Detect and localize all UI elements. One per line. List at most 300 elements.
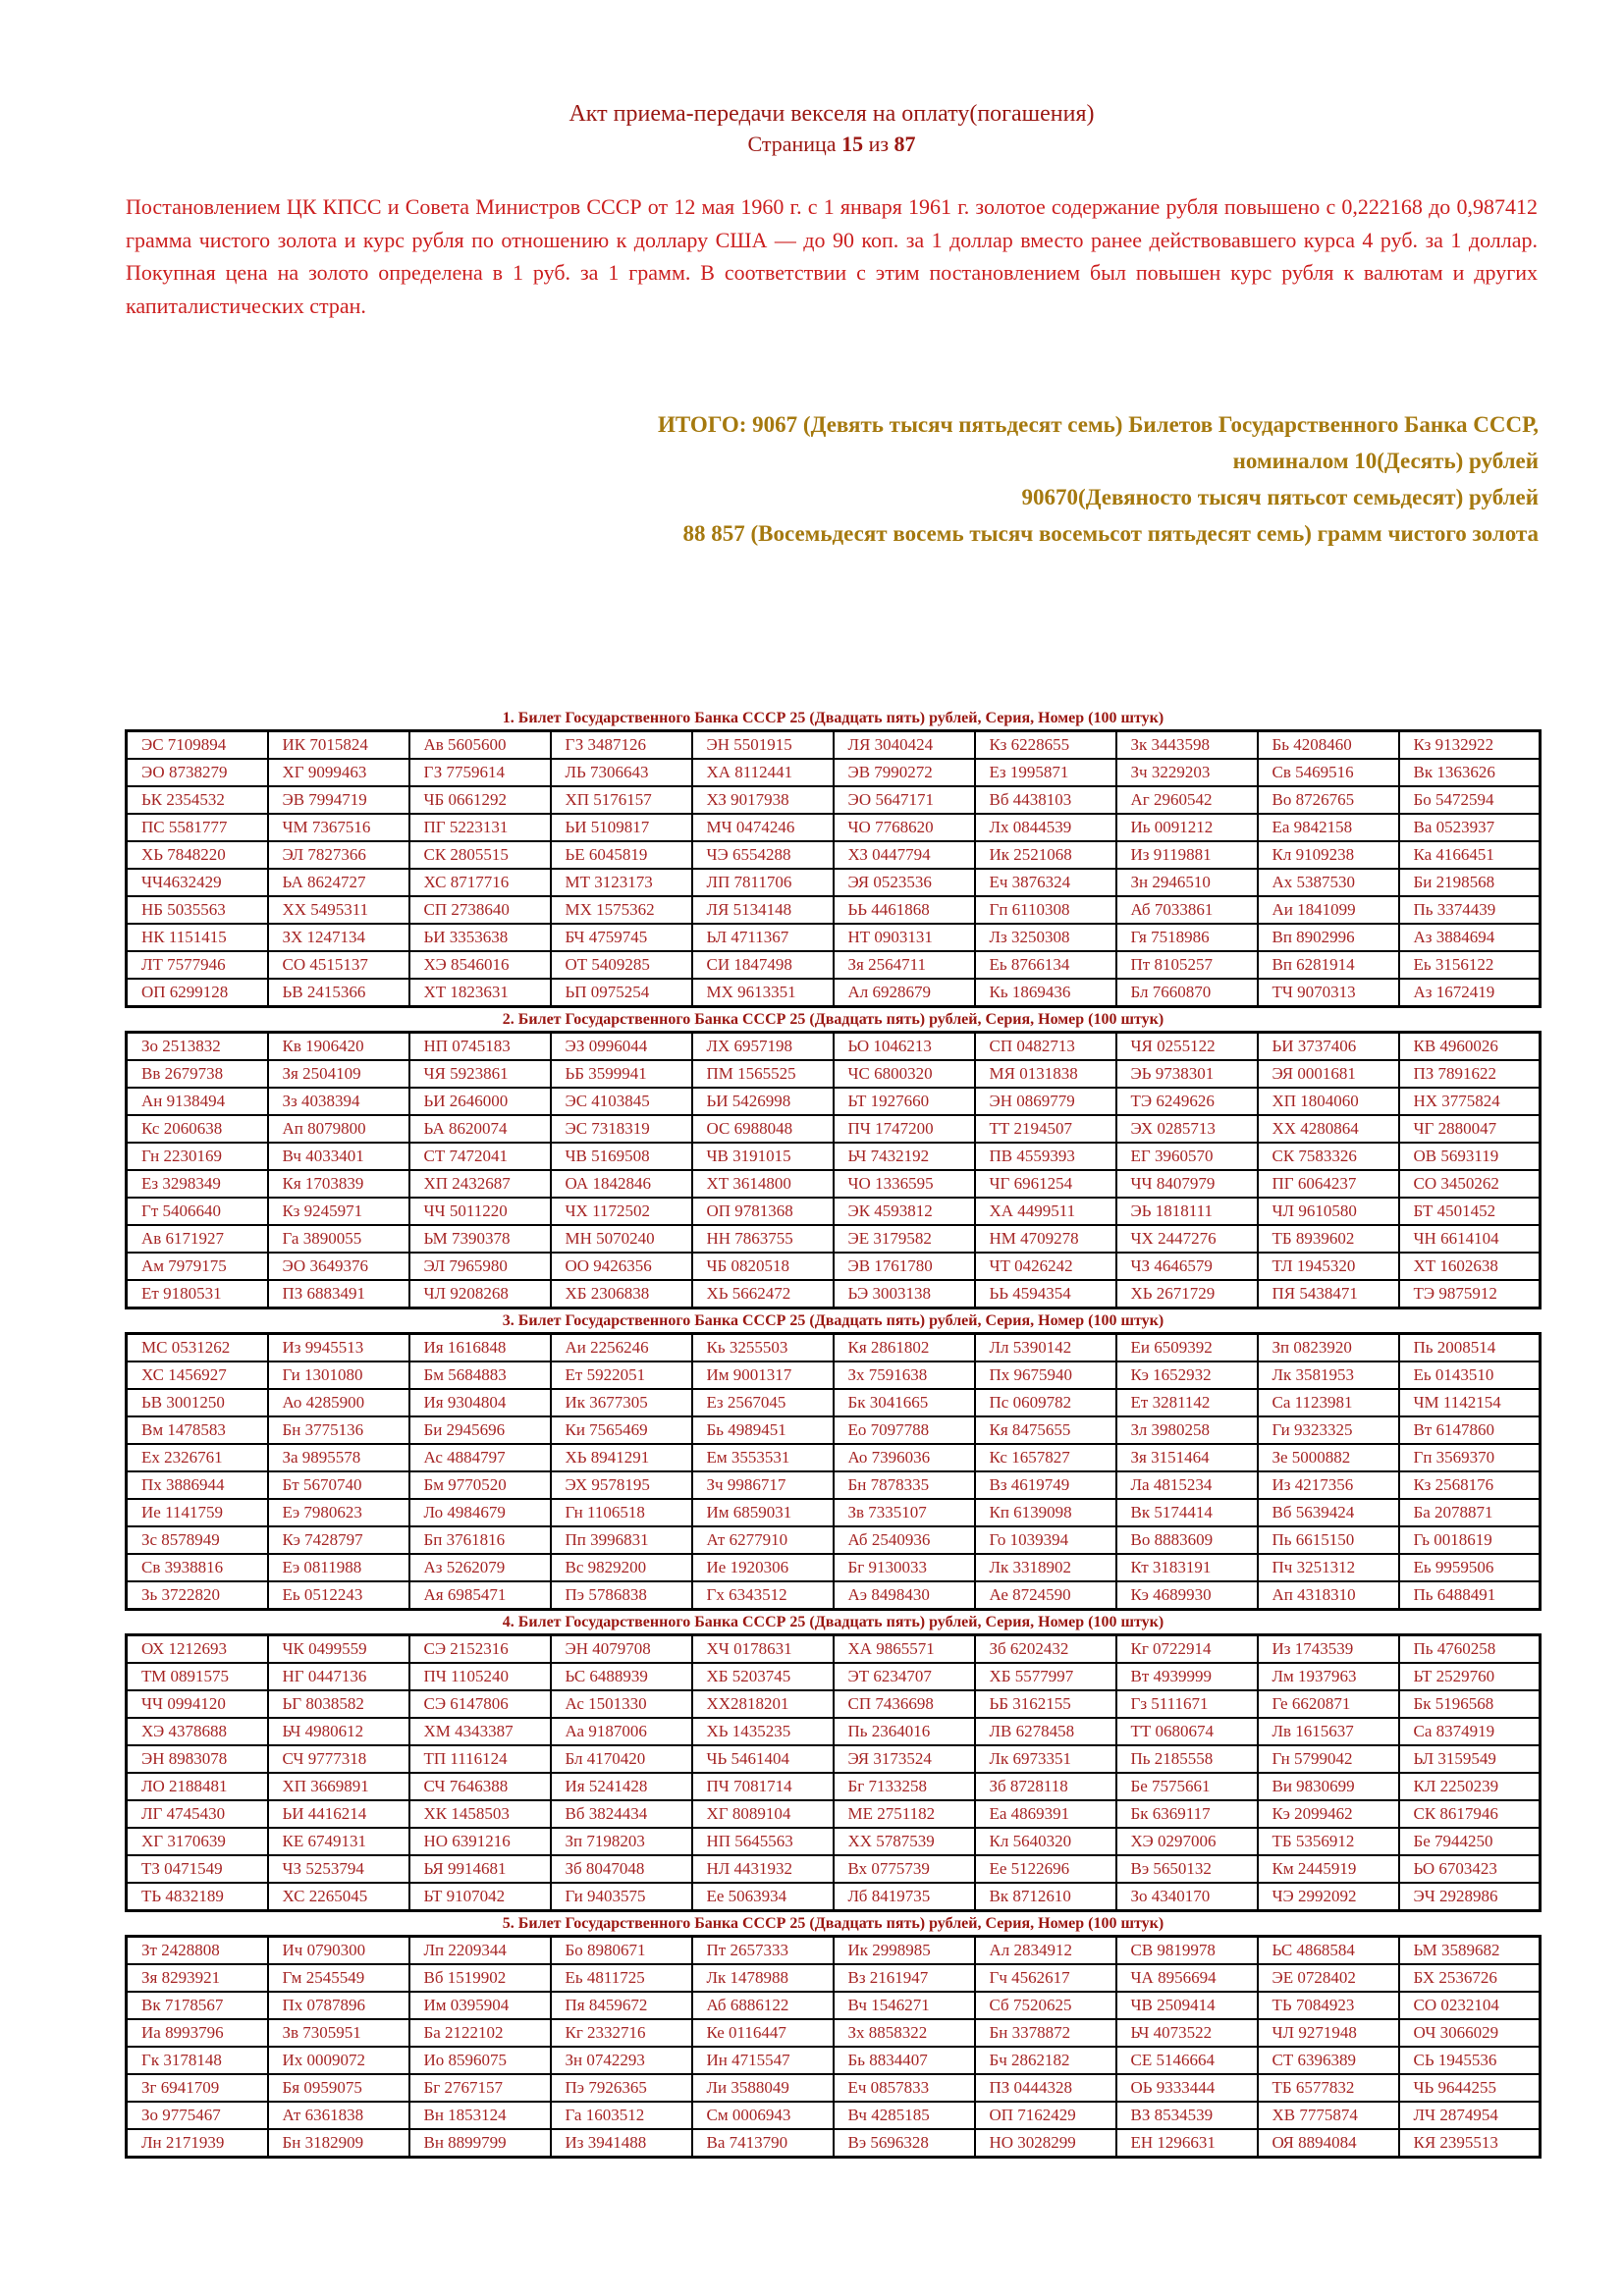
banknote-table-block xyxy=(125,1915,1542,2159)
table-cell: Лз 3250308 xyxy=(975,924,1116,951)
table-cell: Ла 4815234 xyxy=(1116,1471,1258,1499)
page-word: Страница xyxy=(747,132,837,156)
table-cell: ЧВ 2509414 xyxy=(1116,1992,1258,2019)
table-cell: Гн 1106518 xyxy=(551,1499,692,1526)
table-cell: Ас 4884797 xyxy=(409,1444,551,1471)
table-cell: Во 8883609 xyxy=(1116,1526,1258,1554)
table-cell: СП 2738640 xyxy=(409,896,551,924)
table-cell: Ат 6361838 xyxy=(268,2102,409,2129)
table-cell: ЭВ 7994719 xyxy=(268,786,409,814)
table-cell: Пь 2185558 xyxy=(1116,1745,1258,1773)
table-cell: Кл 5640320 xyxy=(975,1828,1116,1855)
table-cell: МЯ 0131838 xyxy=(975,1060,1116,1088)
table-cell: ОХ 1212693 xyxy=(127,1635,268,1664)
table-cell: НН 7863755 xyxy=(692,1225,834,1253)
table-cell: ХГ 8089104 xyxy=(692,1800,834,1828)
table-cell: Лв 1615637 xyxy=(1258,1718,1399,1745)
table-cell: Им 6859031 xyxy=(692,1499,834,1526)
table-cell: СТ 7472041 xyxy=(409,1143,551,1170)
table-cell: ЧМ 1142154 xyxy=(1399,1389,1541,1416)
table-cell: Вч 1546271 xyxy=(834,1992,975,2019)
table-cell: Ео 7097788 xyxy=(834,1416,975,1444)
table-cell: ХХ2818201 xyxy=(692,1690,834,1718)
table-row xyxy=(127,2129,1541,2158)
table-cell: Вн 8899799 xyxy=(409,2129,551,2158)
table-cell: ЭН 5501915 xyxy=(692,731,834,760)
table-cell: ПЯ 5438471 xyxy=(1258,1280,1399,1308)
table-cell: ОТ 5409285 xyxy=(551,951,692,979)
table-cell: Пь 2008514 xyxy=(1399,1334,1541,1362)
table-cell: Бк 6369117 xyxy=(1116,1800,1258,1828)
table-cell: Ап 4318310 xyxy=(1258,1581,1399,1610)
table-cell: Пэ 5786838 xyxy=(551,1581,692,1610)
table-row xyxy=(127,1828,1541,1855)
table-cell: ЭЗ 0996044 xyxy=(551,1033,692,1061)
table-cell: НМ 4709278 xyxy=(975,1225,1116,1253)
table-cell: Гт 5406640 xyxy=(127,1198,268,1225)
table-cell: ЧМ 7367516 xyxy=(268,814,409,841)
table-cell: БХ 2536726 xyxy=(1399,1964,1541,1992)
table-cell: Зн 0742293 xyxy=(551,2047,692,2074)
table-cell: ПЧ 1747200 xyxy=(834,1115,975,1143)
table-cell: ОП 9781368 xyxy=(692,1198,834,1225)
table-row xyxy=(127,1334,1541,1362)
table-cell: ХА 4499511 xyxy=(975,1198,1116,1225)
table-cell: Ик 2998985 xyxy=(834,1937,975,1965)
table-cell: ЭЕ 0728402 xyxy=(1258,1964,1399,1992)
table-cell: ТЬ 4832189 xyxy=(127,1883,268,1911)
table-cell: Ас 1501330 xyxy=(551,1690,692,1718)
table-cell: ЧЛ 9610580 xyxy=(1258,1198,1399,1225)
table-cell: Зн 2946510 xyxy=(1116,869,1258,896)
banknote-table xyxy=(125,729,1542,1008)
table-cell: Еч 0857833 xyxy=(834,2074,975,2102)
table-cell: Бм 9770520 xyxy=(409,1471,551,1499)
table-cell: ЬМ 7390378 xyxy=(409,1225,551,1253)
table-row xyxy=(127,1635,1541,1664)
table-row xyxy=(127,1745,1541,1773)
totals-line-2: номиналом 10(Десять) рублей xyxy=(1232,449,1539,473)
table-cell: ЭС 7318319 xyxy=(551,1115,692,1143)
table-cell: ЛГ 4745430 xyxy=(127,1800,268,1828)
table-row xyxy=(127,1499,1541,1526)
table-cell: ЛЧ 2874954 xyxy=(1399,2102,1541,2129)
table-cell: Кь 1869436 xyxy=(975,979,1116,1007)
table-cell: ЬЯ 9914681 xyxy=(409,1855,551,1883)
page-indicator xyxy=(125,130,1539,159)
table-row xyxy=(127,979,1541,1007)
table-cell: Ан 9138494 xyxy=(127,1088,268,1115)
table-cell: Бо 8980671 xyxy=(551,1937,692,1965)
table-cell: НО 3028299 xyxy=(975,2129,1116,2158)
table-row xyxy=(127,1362,1541,1389)
table-cell: Еа 9842158 xyxy=(1258,814,1399,841)
table-cell: ЬА 8620074 xyxy=(409,1115,551,1143)
table-cell: Еь 0143510 xyxy=(1399,1362,1541,1389)
table-cell: Зх 7591638 xyxy=(834,1362,975,1389)
table-cell: Зя 8293921 xyxy=(127,1964,268,1992)
table-cell: ОЯ 8894084 xyxy=(1258,2129,1399,2158)
table-cell: ЧБ 0820518 xyxy=(692,1253,834,1280)
table-cell: ЬЬ 4461868 xyxy=(834,896,975,924)
table-cell: ЧН 6614104 xyxy=(1399,1225,1541,1253)
of-word: из xyxy=(868,132,890,156)
table-cell: ЬИ 2646000 xyxy=(409,1088,551,1115)
table-cell: Вз 2161947 xyxy=(834,1964,975,1992)
table-cell: ЗХ 1247134 xyxy=(268,924,409,951)
table-cell: ХЬ 8941291 xyxy=(551,1444,692,1471)
page-title: Акт приема-передачи векселя на оплату(погашения) xyxy=(568,101,1095,127)
table-cell: Еэ 0811988 xyxy=(268,1554,409,1581)
table-cell: ЧЧ 5011220 xyxy=(409,1198,551,1225)
table-cell: ОА 1842846 xyxy=(551,1170,692,1198)
table-cell: ГЗ 3487126 xyxy=(551,731,692,760)
table-cell: Вп 6281914 xyxy=(1258,951,1399,979)
table-cell: ЧЧ 0994120 xyxy=(127,1690,268,1718)
table-cell: Ав 6171927 xyxy=(127,1225,268,1253)
table-row xyxy=(127,1389,1541,1416)
table-cell: Кс 1657827 xyxy=(975,1444,1116,1471)
table-row xyxy=(127,1690,1541,1718)
table-cell: Пь 2364016 xyxy=(834,1718,975,1745)
table-row xyxy=(127,2102,1541,2129)
table-cell: Кэ 4689930 xyxy=(1116,1581,1258,1610)
table-cell: Еь 4811725 xyxy=(551,1964,692,1992)
table-cell: Ли 3588049 xyxy=(692,2074,834,2102)
table-cell: Им 9001317 xyxy=(692,1362,834,1389)
table-cell: КЛ 2250239 xyxy=(1399,1773,1541,1800)
table-cell: ЧЭ 6554288 xyxy=(692,841,834,869)
table-row xyxy=(127,1416,1541,1444)
table-cell: За 9895578 xyxy=(268,1444,409,1471)
table-row xyxy=(127,1033,1541,1061)
table-cell: Бо 5472594 xyxy=(1399,786,1541,814)
totals-line-4: 88 857 (Восемьдесят восемь тысяч восемьсот пятьдесят семь) грамм чистого золота xyxy=(682,521,1539,546)
table-cell: ПЗ 0444328 xyxy=(975,2074,1116,2102)
table-cell: Кз 6228655 xyxy=(975,731,1116,760)
table-cell: ЭХ 9578195 xyxy=(551,1471,692,1499)
table-cell: Их 0009072 xyxy=(268,2047,409,2074)
table-cell: ЭЛ 7965980 xyxy=(409,1253,551,1280)
table-cell: Зт 2428808 xyxy=(127,1937,268,1965)
table-cell: Во 8726765 xyxy=(1258,786,1399,814)
table-cell: Ее 5122696 xyxy=(975,1855,1116,1883)
table-cell: Аэ 8498430 xyxy=(834,1581,975,1610)
table-cell: Ие 1920306 xyxy=(692,1554,834,1581)
table-cell: ХЗ 0447794 xyxy=(834,841,975,869)
table-cell: НП 5645563 xyxy=(692,1828,834,1855)
table-cell: ЬИ 3737406 xyxy=(1258,1033,1399,1061)
table-cell: Кь 3255503 xyxy=(692,1334,834,1362)
table-cell: Ви 9830699 xyxy=(1258,1773,1399,1800)
table-cell: НБ 5035563 xyxy=(127,896,268,924)
table-cell: Гч 4562617 xyxy=(975,1964,1116,1992)
table-cell: ЭХ 0285713 xyxy=(1116,1115,1258,1143)
table-cell: Ая 6985471 xyxy=(409,1581,551,1610)
table-cell: Бе 7944250 xyxy=(1399,1828,1541,1855)
table-cell: Зя 3151464 xyxy=(1116,1444,1258,1471)
table-cell: Са 8374919 xyxy=(1399,1718,1541,1745)
table-cell: Кэ 2099462 xyxy=(1258,1800,1399,1828)
table-cell: СЧ 7646388 xyxy=(409,1773,551,1800)
table-cell: Ез 1995871 xyxy=(975,759,1116,786)
table-cell: ЬИ 5109817 xyxy=(551,814,692,841)
table-cell: ЬО 6703423 xyxy=(1399,1855,1541,1883)
table-cell: Св 3938816 xyxy=(127,1554,268,1581)
table-cell: ЬБ 3162155 xyxy=(975,1690,1116,1718)
table-cell: ЧХ 2447276 xyxy=(1116,1225,1258,1253)
table-cell: ТЧ 9070313 xyxy=(1258,979,1399,1007)
table-cell: ЬС 6488939 xyxy=(551,1663,692,1690)
table-cell: ЧГ 6961254 xyxy=(975,1170,1116,1198)
table-cell: Вт 4939999 xyxy=(1116,1663,1258,1690)
table-cell: Вб 1519902 xyxy=(409,1964,551,1992)
table-cell: ЬС 4868584 xyxy=(1258,1937,1399,1965)
table-row xyxy=(127,1060,1541,1088)
table-cell: ЬЛ 4711367 xyxy=(692,924,834,951)
table-cell: Гн 2230169 xyxy=(127,1143,268,1170)
table-cell: Из 3941488 xyxy=(551,2129,692,2158)
table-cell: ЧС 6800320 xyxy=(834,1060,975,1088)
table-cell: НЛ 4431932 xyxy=(692,1855,834,1883)
table-cell: ЭО 8738279 xyxy=(127,759,268,786)
table-cell: Гм 2545549 xyxy=(268,1964,409,1992)
table-cell: Гн 5799042 xyxy=(1258,1745,1399,1773)
table-cell: НП 0745183 xyxy=(409,1033,551,1061)
table-cell: ЧБ 0661292 xyxy=(409,786,551,814)
table-cell: Км 2445919 xyxy=(1258,1855,1399,1883)
table-row xyxy=(127,1280,1541,1308)
table-row xyxy=(127,1115,1541,1143)
table-cell: Бь 8834407 xyxy=(834,2047,975,2074)
table-cell: КВ 4960026 xyxy=(1399,1033,1541,1061)
table-row xyxy=(127,924,1541,951)
table-cell: Вк 1363626 xyxy=(1399,759,1541,786)
table-cell: Гп 6110308 xyxy=(975,896,1116,924)
table-cell: Ба 2078871 xyxy=(1399,1499,1541,1526)
table-cell: Лн 2171939 xyxy=(127,2129,268,2158)
table-cell: Бн 3775136 xyxy=(268,1416,409,1444)
table-row xyxy=(127,1718,1541,1745)
table-cell: СВ 9819978 xyxy=(1116,1937,1258,1965)
table-cell: Кв 1906420 xyxy=(268,1033,409,1061)
table-cell: ХХ 5787539 xyxy=(834,1828,975,1855)
table-cell: Бм 5684883 xyxy=(409,1362,551,1389)
totals-line-3: 90670(Девяносто тысяч пятьсот семьдесят) рублей xyxy=(1021,485,1539,509)
table-cell: Вм 1478583 xyxy=(127,1416,268,1444)
table-cell: Из 9945513 xyxy=(268,1334,409,1362)
table-cell: ПЧ 1105240 xyxy=(409,1663,551,1690)
table-cell: ТЛ 1945320 xyxy=(1258,1253,1399,1280)
table-cell: ЧЧ4632429 xyxy=(127,869,268,896)
table-cell: ЧА 8956694 xyxy=(1116,1964,1258,1992)
table-row xyxy=(127,1253,1541,1280)
table-cell: ВЗ 8534539 xyxy=(1116,2102,1258,2129)
table-cell: Кэ 1652932 xyxy=(1116,1362,1258,1389)
table-row xyxy=(127,2047,1541,2074)
table-cell: Лк 3318902 xyxy=(975,1554,1116,1581)
page-total: 87 xyxy=(893,132,916,156)
table-cell: ТБ 6577832 xyxy=(1258,2074,1399,2102)
table-row xyxy=(127,2019,1541,2047)
table-cell: Ах 5387530 xyxy=(1258,869,1399,896)
table-cell: ХБ 5577997 xyxy=(975,1663,1116,1690)
table-cell: ЧХ 1172502 xyxy=(551,1198,692,1225)
table-cell: ЛВ 6278458 xyxy=(975,1718,1116,1745)
table-cell: Ба 2122102 xyxy=(409,2019,551,2047)
table-row xyxy=(127,951,1541,979)
tables-section xyxy=(125,707,1542,2159)
table-cell: Ич 0790300 xyxy=(268,1937,409,1965)
table-cell: Ал 6928679 xyxy=(834,979,975,1007)
table-cell: Кп 6139098 xyxy=(975,1499,1116,1526)
table-cell: БЧ 4759745 xyxy=(551,924,692,951)
table-cell: ЧГ 2880047 xyxy=(1399,1115,1541,1143)
table-cell: ТБ 8939602 xyxy=(1258,1225,1399,1253)
table-cell: СЭ 6147806 xyxy=(409,1690,551,1718)
table-cell: СК 2805515 xyxy=(409,841,551,869)
table-cell: Зя 2564711 xyxy=(834,951,975,979)
document-header xyxy=(125,99,1539,159)
table-cell: Еь 9959506 xyxy=(1399,1554,1541,1581)
table-cell: ЬЛ 3159549 xyxy=(1399,1745,1541,1773)
table-cell: СЕ 5146664 xyxy=(1116,2047,1258,2074)
banknote-table-block xyxy=(125,1312,1542,1611)
table-cell: Ия 1616848 xyxy=(409,1334,551,1362)
table-cell: ЭЬ 9738301 xyxy=(1116,1060,1258,1088)
table-cell: Еь 8766134 xyxy=(975,951,1116,979)
table-cell: Бт 5670740 xyxy=(268,1471,409,1499)
table-cell: СК 7583326 xyxy=(1258,1143,1399,1170)
table-cell: ЭН 8983078 xyxy=(127,1745,268,1773)
table-cell: Кэ 7428797 xyxy=(268,1526,409,1554)
table-cell: Бп 3761816 xyxy=(409,1526,551,1554)
table-cell: Лх 0844539 xyxy=(975,814,1116,841)
table-row xyxy=(127,1554,1541,1581)
table-cell: Бл 4170420 xyxy=(551,1745,692,1773)
table-cell: ХЬ 5662472 xyxy=(692,1280,834,1308)
table-cell: См 0006943 xyxy=(692,2102,834,2129)
table-cell: Ва 7413790 xyxy=(692,2129,834,2158)
table-row xyxy=(127,731,1541,760)
table-row xyxy=(127,1198,1541,1225)
table-cell: ХП 3669891 xyxy=(268,1773,409,1800)
table-cell: Еа 4869391 xyxy=(975,1800,1116,1828)
table-cell: ХХ 4280864 xyxy=(1258,1115,1399,1143)
table-cell: ЧЛ 9271948 xyxy=(1258,2019,1399,2047)
table-cell: ХЬ 2671729 xyxy=(1116,1280,1258,1308)
table-cell: Гх 6343512 xyxy=(692,1581,834,1610)
table-cell: Вб 3824434 xyxy=(551,1800,692,1828)
table-cell: СК 8617946 xyxy=(1399,1800,1541,1828)
table-cell: Вб 4438103 xyxy=(975,786,1116,814)
table-cell: Аз 1672419 xyxy=(1399,979,1541,1007)
banknote-table xyxy=(125,1332,1542,1611)
table-row xyxy=(127,1964,1541,1992)
table-cell: Ем 3553531 xyxy=(692,1444,834,1471)
table-cell: ЬЭ 3003138 xyxy=(834,1280,975,1308)
table-cell: Бг 9130033 xyxy=(834,1554,975,1581)
table-cell: НК 1151415 xyxy=(127,924,268,951)
page-number: 15 xyxy=(841,132,864,156)
table-cell: Ик 2521068 xyxy=(975,841,1116,869)
table-cell: Гз 5111671 xyxy=(1116,1690,1258,1718)
table-cell: ЬГ 8038582 xyxy=(268,1690,409,1718)
table-cell: Пт 2657333 xyxy=(692,1937,834,1965)
table-cell: ЭЬ 1818111 xyxy=(1116,1198,1258,1225)
table-cell: Ия 5241428 xyxy=(551,1773,692,1800)
table-cell: ЬЧ 7432192 xyxy=(834,1143,975,1170)
table-cell: Га 3890055 xyxy=(268,1225,409,1253)
table-cell: ЬИ 3353638 xyxy=(409,924,551,951)
table-cell: Зо 2513832 xyxy=(127,1033,268,1061)
table-row xyxy=(127,1581,1541,1610)
table-row xyxy=(127,1800,1541,1828)
table-cell: ХА 9865571 xyxy=(834,1635,975,1664)
table-cell: Вс 9829200 xyxy=(551,1554,692,1581)
table-row xyxy=(127,841,1541,869)
totals-block xyxy=(125,406,1539,552)
table-cell: Бн 3378872 xyxy=(975,2019,1116,2047)
table-row xyxy=(127,2074,1541,2102)
table-cell: Кг 0722914 xyxy=(1116,1635,1258,1664)
table-cell: Вп 8902996 xyxy=(1258,924,1399,951)
table-cell: Зб 6202432 xyxy=(975,1635,1116,1664)
table-title: 5. Билет Государственного Банка СССР 25 (Двадцать пять) рублей, Серия, Номер (100 штук) xyxy=(502,1915,1164,1932)
table-cell: ЬВ 2415366 xyxy=(268,979,409,1007)
table-cell: Пс 0609782 xyxy=(975,1389,1116,1416)
table-cell: Аа 9187006 xyxy=(551,1718,692,1745)
table-cell: Кя 8475655 xyxy=(975,1416,1116,1444)
table-cell: Зб 8047048 xyxy=(551,1855,692,1883)
table-cell: Вв 2679738 xyxy=(127,1060,268,1088)
table-cell: Аб 2540936 xyxy=(834,1526,975,1554)
table-cell: Бь 4989451 xyxy=(692,1416,834,1444)
table-cell: Зз 4038394 xyxy=(268,1088,409,1115)
table-cell: ЧЬ 9644255 xyxy=(1399,2074,1541,2102)
table-cell: ХТ 1823631 xyxy=(409,979,551,1007)
table-cell: ЛЯ 5134148 xyxy=(692,896,834,924)
table-cell: ЧТ 0426242 xyxy=(975,1253,1116,1280)
table-cell: ХА 8112441 xyxy=(692,759,834,786)
table-cell: Еч 3876324 xyxy=(975,869,1116,896)
table-cell: ПВ 4559393 xyxy=(975,1143,1116,1170)
table-cell: Кс 2060638 xyxy=(127,1115,268,1143)
table-cell: Зг 6941709 xyxy=(127,2074,268,2102)
table-cell: ХЬ 7848220 xyxy=(127,841,268,869)
table-cell: Вк 8712610 xyxy=(975,1883,1116,1911)
table-cell: БТ 4501452 xyxy=(1399,1198,1541,1225)
table-cell: Пя 8459672 xyxy=(551,1992,692,2019)
table-cell: ЧВ 5169508 xyxy=(551,1143,692,1170)
table-cell: ГЗ 7759614 xyxy=(409,759,551,786)
table-cell: Бг 7133258 xyxy=(834,1773,975,1800)
table-cell: ЬО 1046213 xyxy=(834,1033,975,1061)
table-cell: Зп 0823920 xyxy=(1258,1334,1399,1362)
table-cell: Ае 8724590 xyxy=(975,1581,1116,1610)
table-row xyxy=(127,1143,1541,1170)
table-cell: СТ 6396389 xyxy=(1258,2047,1399,2074)
table-cell: Кл 9109238 xyxy=(1258,841,1399,869)
table-cell: ЕГ 3960570 xyxy=(1116,1143,1258,1170)
table-cell: Лк 3581953 xyxy=(1258,1362,1399,1389)
table-cell: СО 3450262 xyxy=(1399,1170,1541,1198)
table-cell: ЧЯ 5923861 xyxy=(409,1060,551,1088)
table-cell: Пх 9675940 xyxy=(975,1362,1116,1389)
table-cell: ЛТ 7577946 xyxy=(127,951,268,979)
table-cell: ЛХ 6957198 xyxy=(692,1033,834,1061)
table-cell: ЭЯ 0001681 xyxy=(1258,1060,1399,1088)
